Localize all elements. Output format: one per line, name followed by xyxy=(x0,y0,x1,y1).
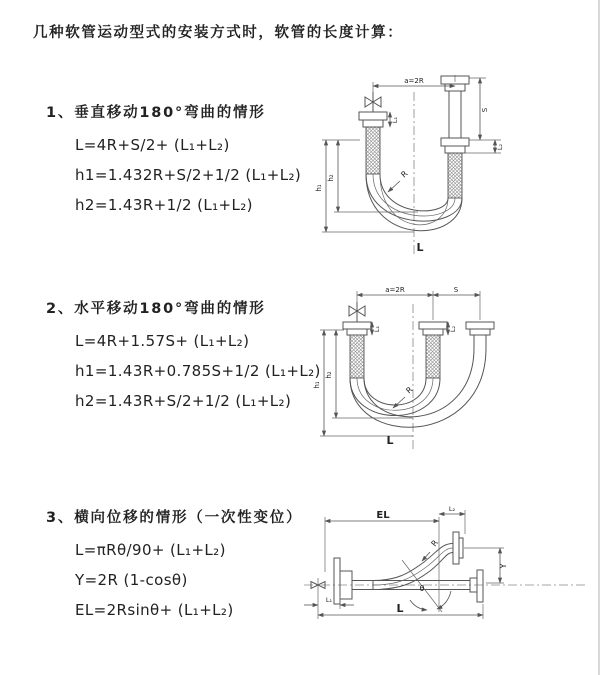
formula-list xyxy=(75,130,301,220)
dim-label-l1: L₁ xyxy=(391,116,399,124)
section-heading: 2、水平移动180°弯曲的情形 xyxy=(46,301,266,317)
valve-icon xyxy=(365,92,381,112)
section-heading: 1、垂直移动180°弯曲的情形 xyxy=(46,105,266,121)
dim-label-a2r: a=2R xyxy=(385,286,405,294)
flange-fitting-fixed xyxy=(343,322,371,335)
section-lateral-displacement xyxy=(46,506,302,625)
dim-label-l1: L₁ xyxy=(325,596,333,604)
radius-label: R xyxy=(399,169,410,180)
hose-original-position xyxy=(352,570,483,602)
flange-fitting-position-a xyxy=(419,322,447,335)
formula-Y: Y=2R (1-cosθ) xyxy=(75,571,188,589)
valve-icon xyxy=(349,302,365,322)
radius-label: R xyxy=(429,538,441,549)
flange-fitting-left xyxy=(334,558,352,604)
dim-label-h2: h₂ xyxy=(327,174,335,182)
flange-fitting-right-low xyxy=(441,138,469,153)
formula-L: L=4R+1.57S+ (L₁+L₂) xyxy=(75,332,250,350)
hose-s-curve xyxy=(373,544,453,590)
formula-L: L=4R+S/2+ (L₁+L₂) xyxy=(75,136,230,154)
length-label: L xyxy=(416,241,424,254)
hose-braid-left xyxy=(366,127,380,174)
formula-h2: h2=1.43R+1/2 (L₁+L₂) xyxy=(75,196,253,214)
dim-label-el: EL xyxy=(376,510,390,521)
dim-label-l2: L₂ xyxy=(449,325,457,333)
dim-label-h1: h₁ xyxy=(315,184,323,192)
dim-label-a2r: a=2R xyxy=(404,77,424,85)
diagram-vertical-180 xyxy=(310,66,535,256)
flange-fitting-right xyxy=(477,570,483,602)
formula-h2: h2=1.43R+S/2+1/2 (L₁+L₂) xyxy=(75,392,292,410)
hose-braid-middle xyxy=(426,335,440,378)
dim-label-l2: L₂ xyxy=(448,505,456,513)
dim-label-h1: h₁ xyxy=(313,381,321,389)
dim-label-y: Y xyxy=(499,563,508,569)
formula-h1: h1=1.43R+0.785S+1/2 (L₁+L₂) xyxy=(75,362,321,380)
dim-label-l1: L₁ xyxy=(373,325,381,333)
hose-braid-left xyxy=(350,335,364,378)
section-heading: 3、横向位移的情形（一次性变位） xyxy=(46,510,303,526)
dim-label-h2: h₂ xyxy=(325,371,333,379)
flange-fitting-position-b xyxy=(466,322,494,335)
hose-u-bend xyxy=(350,348,486,427)
formula-list xyxy=(75,326,321,416)
length-label: L xyxy=(386,434,394,447)
dim-label-s: S xyxy=(453,286,459,294)
formula-EL: EL=2Rsinθ+ (L₁+L₂) xyxy=(75,601,234,619)
section-vertical-180 xyxy=(46,101,301,220)
flange-fitting-displaced xyxy=(453,532,463,564)
angle-label: θ xyxy=(419,584,425,593)
diagram-lateral-displacement xyxy=(298,488,593,653)
section-horizontal-180 xyxy=(46,297,321,416)
flange-fitting-left xyxy=(359,112,387,127)
hose-braid-right xyxy=(448,153,462,198)
formula-h1: h1=1.432R+S/2+1/2 (L₁+L₂) xyxy=(75,166,302,184)
dim-label-s: S xyxy=(481,107,489,113)
length-label: L xyxy=(396,602,404,615)
page-title: 几种软管运动型式的安装方式时，软管的长度计算： xyxy=(33,25,404,41)
radius-label: R xyxy=(404,385,415,396)
dim-label-l2: L₂ xyxy=(496,143,504,151)
diagram-horizontal-180 xyxy=(310,278,535,453)
formula-L: L=πRθ/90+ (L₁+L₂) xyxy=(75,541,226,559)
formula-list xyxy=(75,535,302,625)
